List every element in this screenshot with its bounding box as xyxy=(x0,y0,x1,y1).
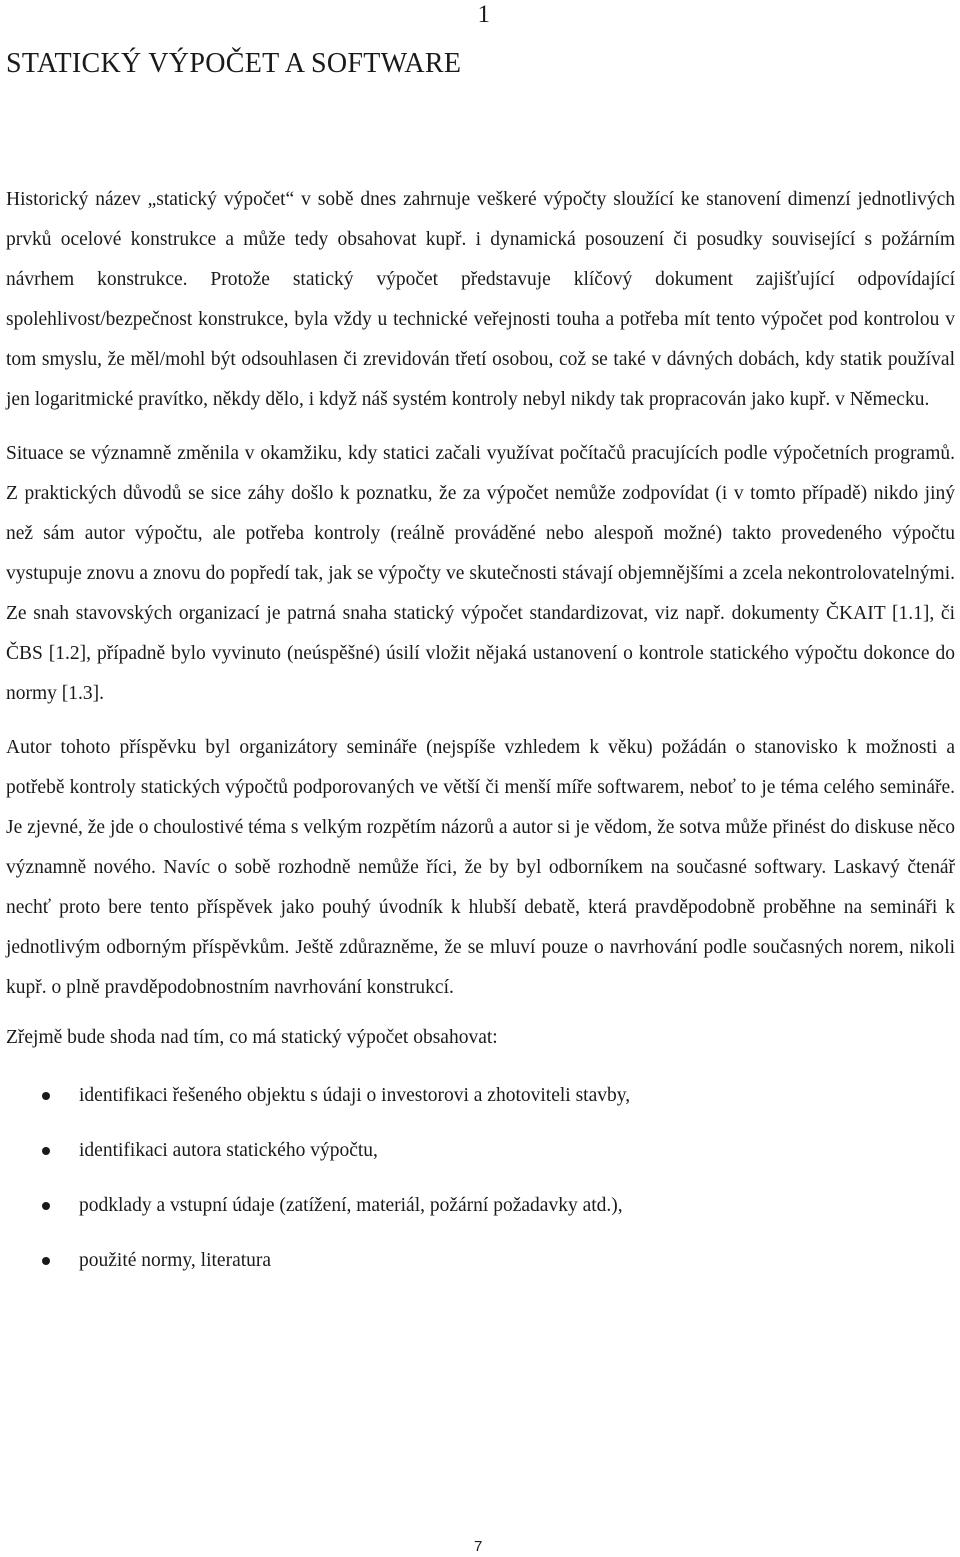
bullet-icon xyxy=(42,1092,50,1100)
bullet-icon xyxy=(42,1147,50,1155)
list-item-text: podklady a vstupní údaje (zatížení, materiál, požární požadavky atd.), xyxy=(79,1195,623,1216)
list-item xyxy=(6,1068,955,1123)
chapter-title: STATICKÝ VÝPOČET A SOFTWARE xyxy=(6,48,462,79)
list-item xyxy=(6,1233,955,1288)
chapter-number: 1 xyxy=(477,1,490,28)
list-item-text: identifikaci řešeného objektu s údaji o investorovi a zhotoviteli stavby, xyxy=(79,1085,631,1106)
bullet-icon xyxy=(42,1202,50,1210)
bullet-icon xyxy=(42,1257,50,1265)
paragraph-situation-change: Situace se významně změnila v okamžiku, kdy statici začali využívat počítačů pracujících podle výpočetních programů. Z praktických důvodů se sice záhy došlo k poznatku, že za výpočet nemůže zodpovídat (i v tomto případě) nikdo jiný než sám autor výpočtu, ale potřeba kontroly (reálně prováděné nebo alespoň možné) takto provedeného výpočtu vystupuje znovu a znovu do popředí tak, jak se výpočty ve skutečnosti stávají objemnějšími a zcela nekontrolovatelnými. Ze snah stavovských organizací je patrná snaha statický výpočet standardizovat, viz např. dokumenty ČKAIT [1.1], či ČBS [1.2], případně bylo vyvinuto (neúspěšné) úsilí vložit nějaká ustanovení o kontrole statického výpočtu dokonce do normy [1.3]. xyxy=(6,443,955,704)
list-item-text: identifikaci autora statického výpočtu, xyxy=(79,1140,378,1161)
paragraph-contents-intro: Zřejmě bude shoda nad tím, co má statický výpočet obsahovat: xyxy=(6,1027,498,1048)
list-item xyxy=(6,1178,955,1233)
document-body xyxy=(6,180,955,1288)
paragraph-author-note: Autor tohoto příspěvku byl organizátory semináře (nejspíše vzhledem k věku) požádán o stanovisko k možnosti a potřebě kontroly statických výpočtů podporovaných ve větší či menší míře softwarem, neboť to je téma celého semináře. Je zjevné, že jde o choulostivé téma s velkým rozpětím názorů a autor si je vědom, že sotva může přinést do diskuse něco významně nového. Navíc o sobě rozhodně nemůže říci, že by byl odborníkem na současné softwary. Laskavý čtenář nechť proto bere tento příspěvek jako pouhý úvodník k hlubší debatě, která pravděpodobně proběhne na semináři k jednotlivým odborným příspěvkům. Ještě zdůrazněme, že se mluví pouze o navrhování podle současných norem, nikoli kupř. o plně pravděpodobnostním navrhování konstrukcí. xyxy=(6,737,955,998)
contents-bullet-list xyxy=(6,1068,955,1288)
page-number: 7 xyxy=(474,1538,483,1555)
list-item xyxy=(6,1123,955,1178)
list-item-text: použité normy, literatura xyxy=(79,1250,272,1271)
paragraph-historical-name: Historický název „statický výpočet“ v sobě dnes zahrnuje veškeré výpočty sloužící ke stanovení dimenzí jednotlivých prvků ocelové konstrukce a může tedy obsahovat kupř. i dynamická posouzení či posudky související s požárním návrhem konstrukce. Protože statický výpočet představuje klíčový dokument zajišťující odpovídající spolehlivost/bezpečnost konstrukce, byla vždy u technické veřejnosti touha a potřeba mít tento výpočet pod kontrolou v tom smyslu, že měl/mohl být odsouhlasen či zrevidován třetí osobou, což se také v dávných dobách, kdy statik používal jen logaritmické pravítko, někdy dělo, i když náš systém kontroly nebyl nikdy tak propracován jako kupř. v Německu. xyxy=(6,189,955,410)
